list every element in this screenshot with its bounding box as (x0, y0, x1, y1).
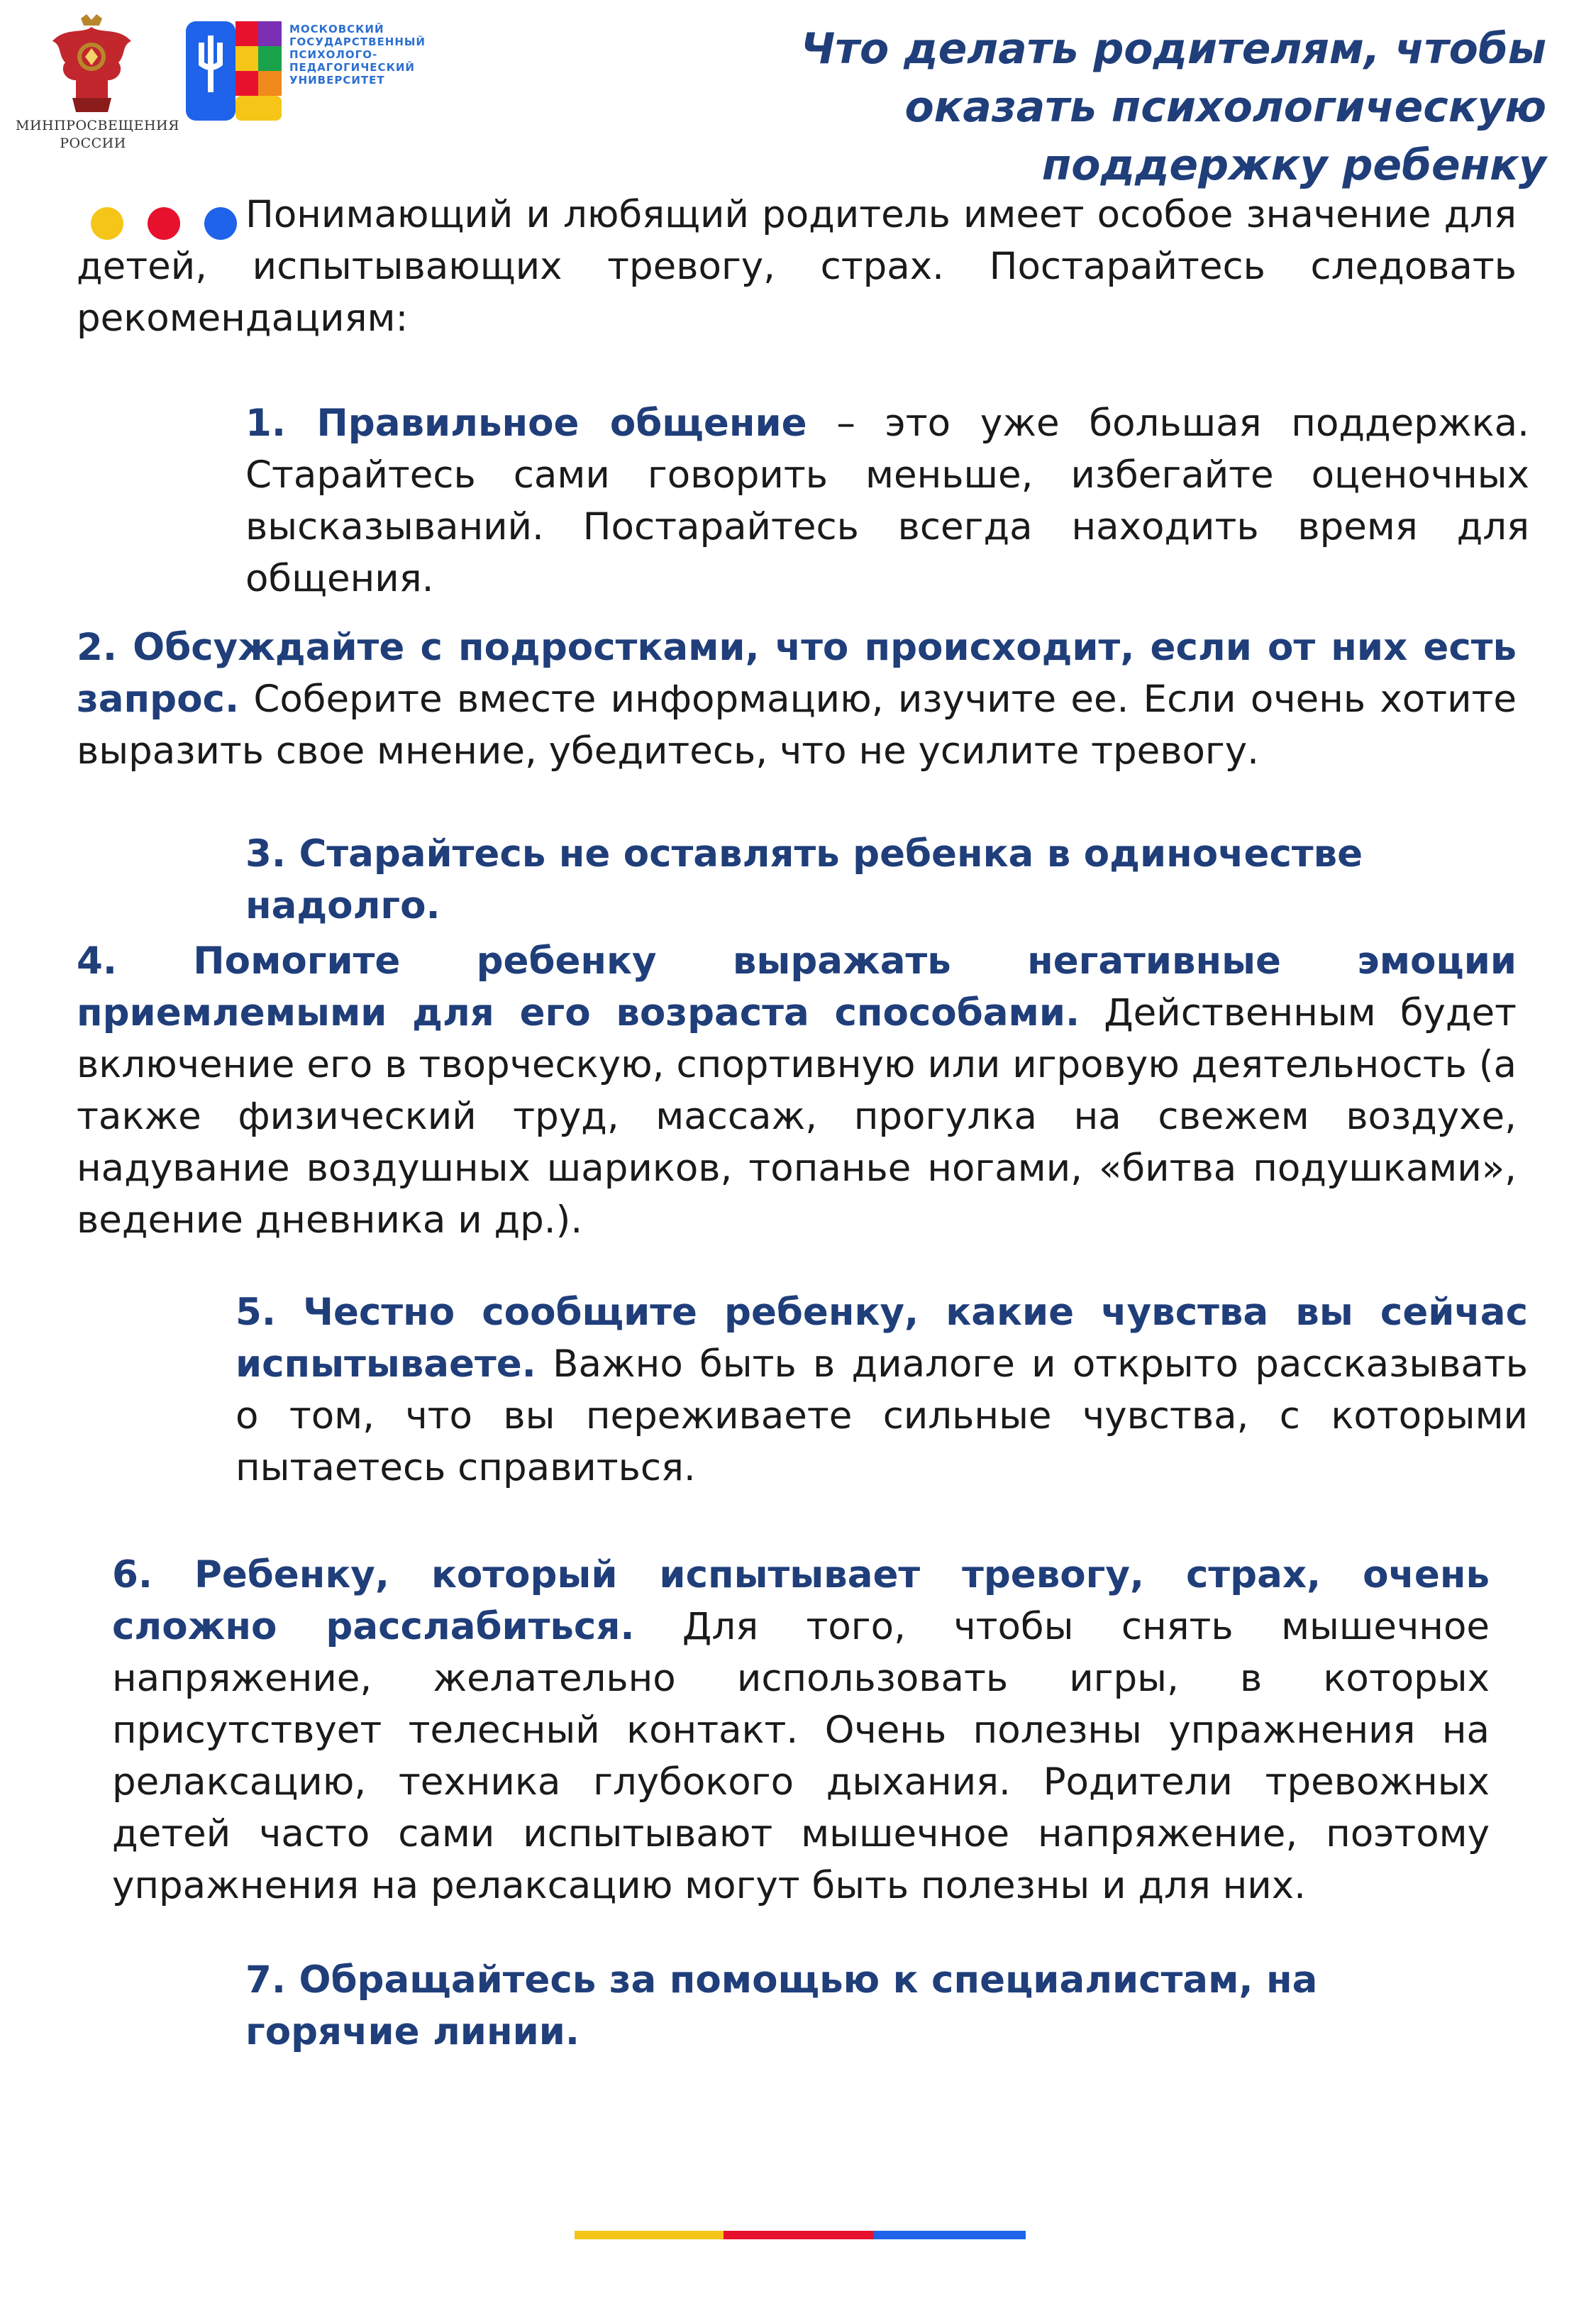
recommendation-7-heading: 7. Обращайтесь за помощью к специалистам, на горячие линии. (245, 1958, 1318, 2053)
double-headed-eagle-emblem-icon (44, 13, 140, 116)
recommendation-1-heading: 1. Правильное общение (245, 402, 807, 445)
ministry-logo (16, 13, 179, 151)
ministry-caption-line1: МИНПРОСВЕЩЕНИЯ (16, 118, 179, 133)
bottom-bar-red (724, 2231, 874, 2239)
university-name-line3: ПСИХОЛОГО- (289, 48, 378, 61)
recommendation-4-text: Действенным будет включение его в творческую, спортивную или игровую деятельность (а также физический труд, массаж, прогулка на свежем воздухе, надувание воздушных шариков, топанье ногами, «битва подушками», ведение дневника и др.). (77, 991, 1517, 1242)
intro-paragraph (77, 189, 1517, 344)
university-name-line1: МОСКОВСКИЙ (289, 23, 384, 35)
bottom-bar-blue (874, 2231, 1026, 2239)
university-mosaic-icon (186, 21, 282, 121)
recommendation-5 (235, 1286, 1528, 1494)
university-name-line2: ГОСУДАРСТВЕННЫЙ (289, 35, 426, 48)
recommendation-6-text: Для того, чтобы снять мышечное напряжение, желательно использовать игры, в которых присутствует телесный контакт. Очень полезны упражнения на релаксацию, техника глубокого дыхания. Родители тревожных детей часто сами испытывают мышечное напряжение, поэтому упражнения на релаксацию могут быть полезны и для них. (112, 1605, 1490, 1907)
recommendation-6-heading: 6. Ребенку, который испытывает тревогу, страх, очень сложно расслабиться. (112, 1553, 1490, 1648)
university-name-line4: ПЕДАГОГИЧЕСКИЙ (289, 61, 415, 74)
page-title-line2: оказать психологическую (904, 82, 1546, 132)
recommendation-5-heading: 5. Честно сообщите ребенку, какие чувства вы сейчас испытываете. (235, 1291, 1528, 1386)
recommendation-2-text: Соберите вместе информацию, изучите ее. Если очень хотите выразить свое мнение, убедитесь, что не усилите тревогу. (77, 678, 1517, 773)
intro-text: Понимающий и любящий родитель имеет особое значение для детей, испытывающих тревогу, страх. Постарайтесь следовать рекомендациям: (77, 193, 1517, 340)
page-title-line1: Что делать родителям, чтобы (800, 24, 1546, 74)
university-name-line5: УНИВЕРСИТЕТ (289, 74, 385, 87)
recommendation-4 (77, 935, 1517, 1246)
recommendation-7 (245, 1954, 1451, 2058)
recommendation-4-heading: 4. Помогите ребенку выражать негативные эмоции приемлемыми для его возраста способами. (77, 939, 1517, 1035)
recommendation-1-text: – это уже большая поддержка. Старайтесь сами говорить меньше, избегайте оценочных высказываний. Постарайтесь всегда находить время для общения. (245, 402, 1529, 600)
recommendation-2-heading: 2. Обсуждайте с подростками, что происходит, если от них есть запрос. (77, 626, 1517, 721)
page-title-line3: поддержку ребенку (1041, 140, 1546, 190)
bottom-bar-yellow (575, 2231, 724, 2239)
recommendation-1 (245, 397, 1529, 605)
recommendation-3-heading: 3. Старайтесь не оставлять ребенка в одиночестве надолго. (245, 832, 1363, 927)
university-logo (186, 21, 441, 121)
page-title (695, 20, 1546, 194)
recommendation-3 (245, 828, 1565, 932)
bottom-tricolor-bar (575, 2231, 1026, 2239)
recommendation-5-text: Важно быть в диалоге и открыто рассказывать о том, что вы переживаете сильные чувства, с которыми пытаетесь справиться. (235, 1342, 1528, 1489)
recommendation-6 (112, 1549, 1490, 1911)
ministry-caption-line2: РОССИИ (60, 136, 126, 151)
recommendation-2 (77, 622, 1517, 777)
